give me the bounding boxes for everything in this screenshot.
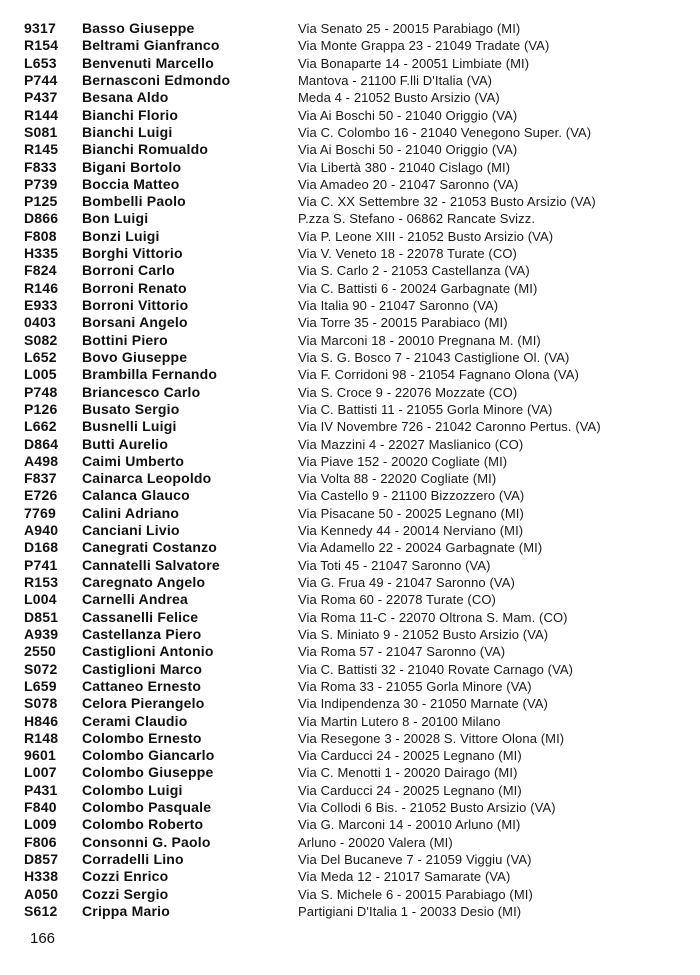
entry-code: P126 bbox=[24, 400, 58, 417]
entry-code: F833 bbox=[24, 158, 57, 175]
entry-code: H846 bbox=[24, 712, 59, 729]
list-item bbox=[24, 661, 684, 678]
entry-address: Via Amadeo 20 - 21047 Saronno (VA) bbox=[298, 176, 519, 192]
entry-name: Butti Aurelio bbox=[82, 435, 169, 452]
entry-name: Calini Adriano bbox=[82, 504, 180, 521]
entry-name: Bianchi Romualdo bbox=[82, 141, 209, 158]
entry-code: R144 bbox=[24, 106, 59, 123]
list-item bbox=[24, 834, 684, 851]
entry-name: Caimi Umberto bbox=[82, 452, 185, 469]
list-item bbox=[24, 55, 684, 72]
entry-code: L653 bbox=[24, 54, 57, 71]
entry-address: Via C. Battisti 11 - 21055 Gorla Minore (VA) bbox=[298, 401, 553, 417]
list-item bbox=[24, 314, 684, 331]
entry-name: Crippa Mario bbox=[82, 902, 170, 919]
entry-name: Borsani Angelo bbox=[82, 314, 188, 331]
entry-address: Via Marconi 18 - 20010 Pregnana M. (MI) bbox=[298, 332, 541, 348]
entry-address: Via Kennedy 44 - 20014 Nerviano (MI) bbox=[298, 523, 524, 539]
entry-address: Via Carducci 24 - 20025 Legnano (MI) bbox=[298, 748, 522, 764]
entry-code: E933 bbox=[24, 297, 58, 313]
list-item bbox=[24, 643, 684, 660]
entry-address: Via Indipendenza 30 - 21050 Marnate (VA) bbox=[298, 696, 548, 712]
entry-code: 2550 bbox=[24, 643, 56, 660]
entry-code: L652 bbox=[24, 348, 57, 365]
entry-address: Via Roma 33 - 21055 Gorla Minore (VA) bbox=[298, 678, 532, 694]
entry-code: S078 bbox=[24, 695, 58, 712]
entry-code: R148 bbox=[24, 729, 59, 746]
entry-address: Via Adamello 22 - 20024 Garbagnate (MI) bbox=[298, 540, 543, 556]
list-item bbox=[24, 764, 684, 781]
list-item bbox=[24, 193, 684, 210]
list-item bbox=[24, 332, 684, 349]
list-item bbox=[24, 522, 684, 539]
entry-address: Via Meda 12 - 21017 Samarate (VA) bbox=[298, 869, 511, 885]
entry-code: L009 bbox=[24, 816, 57, 833]
list-item bbox=[24, 868, 684, 885]
entry-code: L659 bbox=[24, 677, 57, 694]
entry-name: Corradelli Lino bbox=[82, 851, 184, 867]
entry-code: 0403 bbox=[24, 314, 56, 331]
list-item bbox=[24, 245, 684, 262]
entry-code: A939 bbox=[24, 625, 59, 642]
entry-code: A050 bbox=[24, 885, 59, 902]
entry-address: Mantova - 21100 F.lli D'Italia (VA) bbox=[298, 72, 493, 88]
list-item bbox=[24, 384, 684, 401]
entry-code: R145 bbox=[24, 141, 59, 158]
entry-code: D864 bbox=[24, 435, 59, 452]
entry-address: Via S. Miniato 9 - 21052 Busto Arsizio (VA) bbox=[298, 626, 549, 642]
entry-name: Bianchi Luigi bbox=[82, 123, 173, 140]
list-item bbox=[24, 228, 684, 245]
entry-code: L004 bbox=[24, 591, 57, 608]
entry-code: P431 bbox=[24, 781, 58, 798]
entry-name: Busnelli Luigi bbox=[82, 418, 177, 435]
list-item bbox=[24, 349, 684, 366]
entry-code: E726 bbox=[24, 487, 58, 504]
entry-address: Via C. XX Settembre 32 - 21053 Busto Arsizio (VA) bbox=[298, 194, 596, 210]
entry-name: Cerami Claudio bbox=[82, 712, 188, 729]
entry-code: D168 bbox=[24, 539, 59, 556]
list-item bbox=[24, 678, 684, 695]
entry-address: P.zza S. Stefano - 06862 Rancate Svizz. bbox=[298, 211, 536, 227]
entry-address: Via C. Battisti 32 - 21040 Rovate Carnago (VA) bbox=[298, 661, 574, 677]
entry-name: Bianchi Florio bbox=[82, 106, 179, 123]
entry-address: Via Carducci 24 - 20025 Legnano (MI) bbox=[298, 782, 522, 798]
entry-code: S072 bbox=[24, 660, 58, 677]
entry-name: Cozzi Sergio bbox=[82, 885, 169, 902]
list-item bbox=[24, 176, 684, 193]
entry-name: Busato Sergio bbox=[82, 400, 180, 417]
entry-code: P125 bbox=[24, 193, 58, 210]
entry-code: L662 bbox=[24, 418, 57, 435]
entry-address: Via V. Veneto 18 - 22078 Turate (CO) bbox=[298, 246, 517, 262]
entry-address: Via G. Marconi 14 - 20010 Arluno (MI) bbox=[298, 817, 521, 833]
entry-name: Consonni G. Paolo bbox=[82, 833, 211, 850]
list-item bbox=[24, 695, 684, 712]
entry-address: Meda 4 - 21052 Busto Arsizio (VA) bbox=[298, 90, 500, 106]
entry-name: Borroni Vittorio bbox=[82, 297, 189, 313]
entry-code: F808 bbox=[24, 227, 57, 244]
entry-code: D851 bbox=[24, 608, 59, 625]
entry-name: Caregnato Angelo bbox=[82, 574, 206, 590]
entry-code: P437 bbox=[24, 89, 58, 106]
list-item bbox=[24, 782, 684, 799]
list-item bbox=[24, 730, 684, 747]
entry-address: Via Collodi 6 Bis. - 21052 Busto Arsizio (VA) bbox=[298, 800, 556, 816]
list-item bbox=[24, 366, 684, 383]
entry-name: Colombo Ernesto bbox=[82, 729, 202, 746]
list-item bbox=[24, 210, 684, 227]
entry-address: Via Volta 88 - 22020 Cogliate (MI) bbox=[298, 471, 497, 487]
list-item bbox=[24, 470, 684, 487]
entry-address: Via S. Michele 6 - 20015 Parabiago (MI) bbox=[298, 886, 533, 902]
entry-address: Via Torre 35 - 20015 Parabiaco (MI) bbox=[298, 315, 508, 331]
entry-address: Via Bonaparte 14 - 20051 Limbiate (MI) bbox=[298, 55, 530, 71]
entry-code: F806 bbox=[24, 833, 57, 850]
list-item bbox=[24, 159, 684, 176]
entry-name: Bombelli Paolo bbox=[82, 193, 186, 210]
entry-name: Borroni Carlo bbox=[82, 262, 175, 279]
entry-name: Carnelli Andrea bbox=[82, 591, 188, 608]
list-item bbox=[24, 436, 684, 453]
list-item bbox=[24, 262, 684, 279]
entry-address: Via C. Battisti 6 - 20024 Garbagnate (MI) bbox=[298, 280, 538, 296]
entry-address: Via S. Croce 9 - 22076 Mozzate (CO) bbox=[298, 384, 518, 400]
entry-address: Via Martin Lutero 8 - 20100 Milano bbox=[298, 713, 501, 729]
entry-code: L007 bbox=[24, 764, 57, 781]
list-item bbox=[24, 453, 684, 470]
entry-code: 7769 bbox=[24, 504, 56, 521]
entry-code: S082 bbox=[24, 331, 58, 348]
list-item bbox=[24, 747, 684, 764]
entry-name: Basso Giuseppe bbox=[82, 20, 195, 36]
entry-address: Via Del Bucaneve 7 - 21059 Viggiu (VA) bbox=[298, 852, 532, 867]
list-item bbox=[24, 626, 684, 643]
entry-address: Via IV Novembre 726 - 21042 Caronno Pertus. (VA) bbox=[298, 419, 601, 435]
entry-address: Via Roma 60 - 22078 Turate (CO) bbox=[298, 592, 496, 608]
entry-address: Via S. G. Bosco 7 - 21043 Castiglione Ol. (VA) bbox=[298, 349, 570, 365]
entry-code: F840 bbox=[24, 799, 57, 816]
entry-name: Bonzi Luigi bbox=[82, 227, 160, 244]
entry-name: Cannatelli Salvatore bbox=[82, 556, 220, 573]
list-item bbox=[24, 297, 684, 314]
entry-code: S081 bbox=[24, 123, 58, 140]
entry-address: Via Castello 9 - 21100 Bizzozzero (VA) bbox=[298, 488, 525, 504]
list-item bbox=[24, 574, 684, 591]
entry-name: Colombo Giuseppe bbox=[82, 764, 214, 781]
list-item bbox=[24, 609, 684, 626]
list-item bbox=[24, 851, 684, 868]
entry-address: Via Libertà 380 - 21040 Cislago (MI) bbox=[298, 159, 511, 175]
entry-name: Colombo Giancarlo bbox=[82, 747, 215, 764]
entry-address: Partigiani D'Italia 1 - 20033 Desio (MI) bbox=[298, 903, 522, 919]
entry-name: Canegrati Costanzo bbox=[82, 539, 218, 556]
entry-address: Via Toti 45 - 21047 Saronno (VA) bbox=[298, 557, 491, 573]
entry-code: F837 bbox=[24, 470, 57, 487]
entry-name: Bottini Piero bbox=[82, 331, 168, 348]
entry-address: Arluno - 20020 Valera (MI) bbox=[298, 834, 453, 850]
entry-code: A498 bbox=[24, 452, 59, 469]
list-item bbox=[24, 713, 684, 730]
entry-code: F824 bbox=[24, 262, 57, 279]
list-item bbox=[24, 799, 684, 816]
entry-name: Beltrami Gianfranco bbox=[82, 37, 220, 54]
entry-address: Via C. Menotti 1 - 20020 Dairago (MI) bbox=[298, 765, 518, 781]
list-item bbox=[24, 401, 684, 418]
list-item bbox=[24, 141, 684, 158]
entry-address: Via S. Carlo 2 - 21053 Castellanza (VA) bbox=[298, 263, 530, 279]
entry-name: Bon Luigi bbox=[82, 210, 149, 227]
entry-name: Cainarca Leopoldo bbox=[82, 470, 212, 487]
entry-address: Via Ai Boschi 50 - 21040 Origgio (VA) bbox=[298, 107, 518, 123]
entry-address: Via Italia 90 - 21047 Saronno (VA) bbox=[298, 298, 499, 313]
entry-name: Cozzi Enrico bbox=[82, 868, 169, 885]
entry-code: S612 bbox=[24, 902, 58, 919]
entry-name: Castiglioni Marco bbox=[82, 660, 203, 677]
entry-address: Via C. Colombo 16 - 21040 Venegono Super. (VA) bbox=[298, 124, 592, 140]
list-item bbox=[24, 89, 684, 106]
list-item bbox=[24, 20, 684, 37]
entry-name: Colombo Luigi bbox=[82, 781, 183, 798]
entry-code: A940 bbox=[24, 522, 59, 539]
entry-name: Borroni Renato bbox=[82, 279, 187, 296]
list-item bbox=[24, 903, 684, 920]
entry-address: Via Roma 57 - 21047 Saronno (VA) bbox=[298, 644, 506, 660]
page-number: 166 bbox=[30, 930, 56, 947]
entry-address: Via Ai Boschi 50 - 21040 Origgio (VA) bbox=[298, 142, 518, 158]
entry-address: Via Senato 25 - 20015 Parabiago (MI) bbox=[298, 21, 521, 36]
entry-address: Via F. Corridoni 98 - 21054 Fagnano Olona (VA) bbox=[298, 367, 579, 383]
list-item bbox=[24, 816, 684, 833]
list-item bbox=[24, 886, 684, 903]
entry-code: R153 bbox=[24, 574, 59, 590]
entry-code: P741 bbox=[24, 556, 58, 573]
entry-code: R154 bbox=[24, 37, 59, 54]
list-item bbox=[24, 72, 684, 89]
list-item bbox=[24, 591, 684, 608]
entry-code: P744 bbox=[24, 71, 58, 88]
entry-name: Besana Aldo bbox=[82, 89, 169, 106]
entry-code: P748 bbox=[24, 383, 58, 400]
entry-name: Celora Pierangelo bbox=[82, 695, 205, 712]
entry-code: D866 bbox=[24, 210, 59, 227]
member-list bbox=[24, 20, 684, 920]
entry-name: Canciani Livio bbox=[82, 522, 180, 539]
entry-address: Via Mazzini 4 - 22027 Maslianico (CO) bbox=[298, 436, 524, 452]
entry-address: Via P. Leone XIII - 21052 Busto Arsizio (VA) bbox=[298, 228, 554, 244]
entry-name: Colombo Pasquale bbox=[82, 799, 212, 816]
entry-name: Bigani Bortolo bbox=[82, 158, 182, 175]
entry-name: Calanca Glauco bbox=[82, 487, 190, 504]
entry-name: Bovo Giuseppe bbox=[82, 348, 188, 365]
entry-address: Via Resegone 3 - 20028 S. Vittore Olona (MI) bbox=[298, 730, 565, 746]
entry-name: Brambilla Fernando bbox=[82, 366, 218, 383]
entry-name: Bernasconi Edmondo bbox=[82, 71, 231, 88]
entry-address: Via Pisacane 50 - 20025 Legnano (MI) bbox=[298, 505, 524, 521]
entry-name: Cassanelli Felice bbox=[82, 608, 199, 625]
list-item bbox=[24, 107, 684, 124]
list-item bbox=[24, 418, 684, 435]
entry-name: Benvenuti Marcello bbox=[82, 54, 214, 71]
list-item bbox=[24, 124, 684, 141]
entry-code: 9601 bbox=[24, 747, 56, 764]
list-item bbox=[24, 280, 684, 297]
entry-code: R146 bbox=[24, 279, 59, 296]
entry-address: Via Piave 152 - 20020 Cogliate (MI) bbox=[298, 453, 508, 469]
entry-name: Boccia Matteo bbox=[82, 175, 180, 192]
list-item bbox=[24, 505, 684, 522]
list-item bbox=[24, 37, 684, 54]
entry-code: H338 bbox=[24, 868, 59, 885]
list-item bbox=[24, 487, 684, 504]
list-item bbox=[24, 557, 684, 574]
entry-code: D857 bbox=[24, 851, 59, 867]
entry-address: Via G. Frua 49 - 21047 Saronno (VA) bbox=[298, 575, 515, 590]
entry-name: Cattaneo Ernesto bbox=[82, 677, 202, 694]
entry-code: P739 bbox=[24, 175, 58, 192]
entry-code: 9317 bbox=[24, 20, 56, 36]
entry-address: Via Roma 11-C - 22070 Oltrona S. Mam. (CO) bbox=[298, 609, 568, 625]
entry-name: Castiglioni Antonio bbox=[82, 643, 214, 660]
list-item bbox=[24, 539, 684, 556]
entry-code: H335 bbox=[24, 245, 59, 262]
entry-name: Colombo Roberto bbox=[82, 816, 204, 833]
entry-code: L005 bbox=[24, 366, 57, 383]
entry-address: Via Monte Grappa 23 - 21049 Tradate (VA) bbox=[298, 38, 550, 54]
entry-name: Castellanza Piero bbox=[82, 625, 202, 642]
entry-name: Briancesco Carlo bbox=[82, 383, 201, 400]
entry-name: Borghi Vittorio bbox=[82, 245, 183, 262]
